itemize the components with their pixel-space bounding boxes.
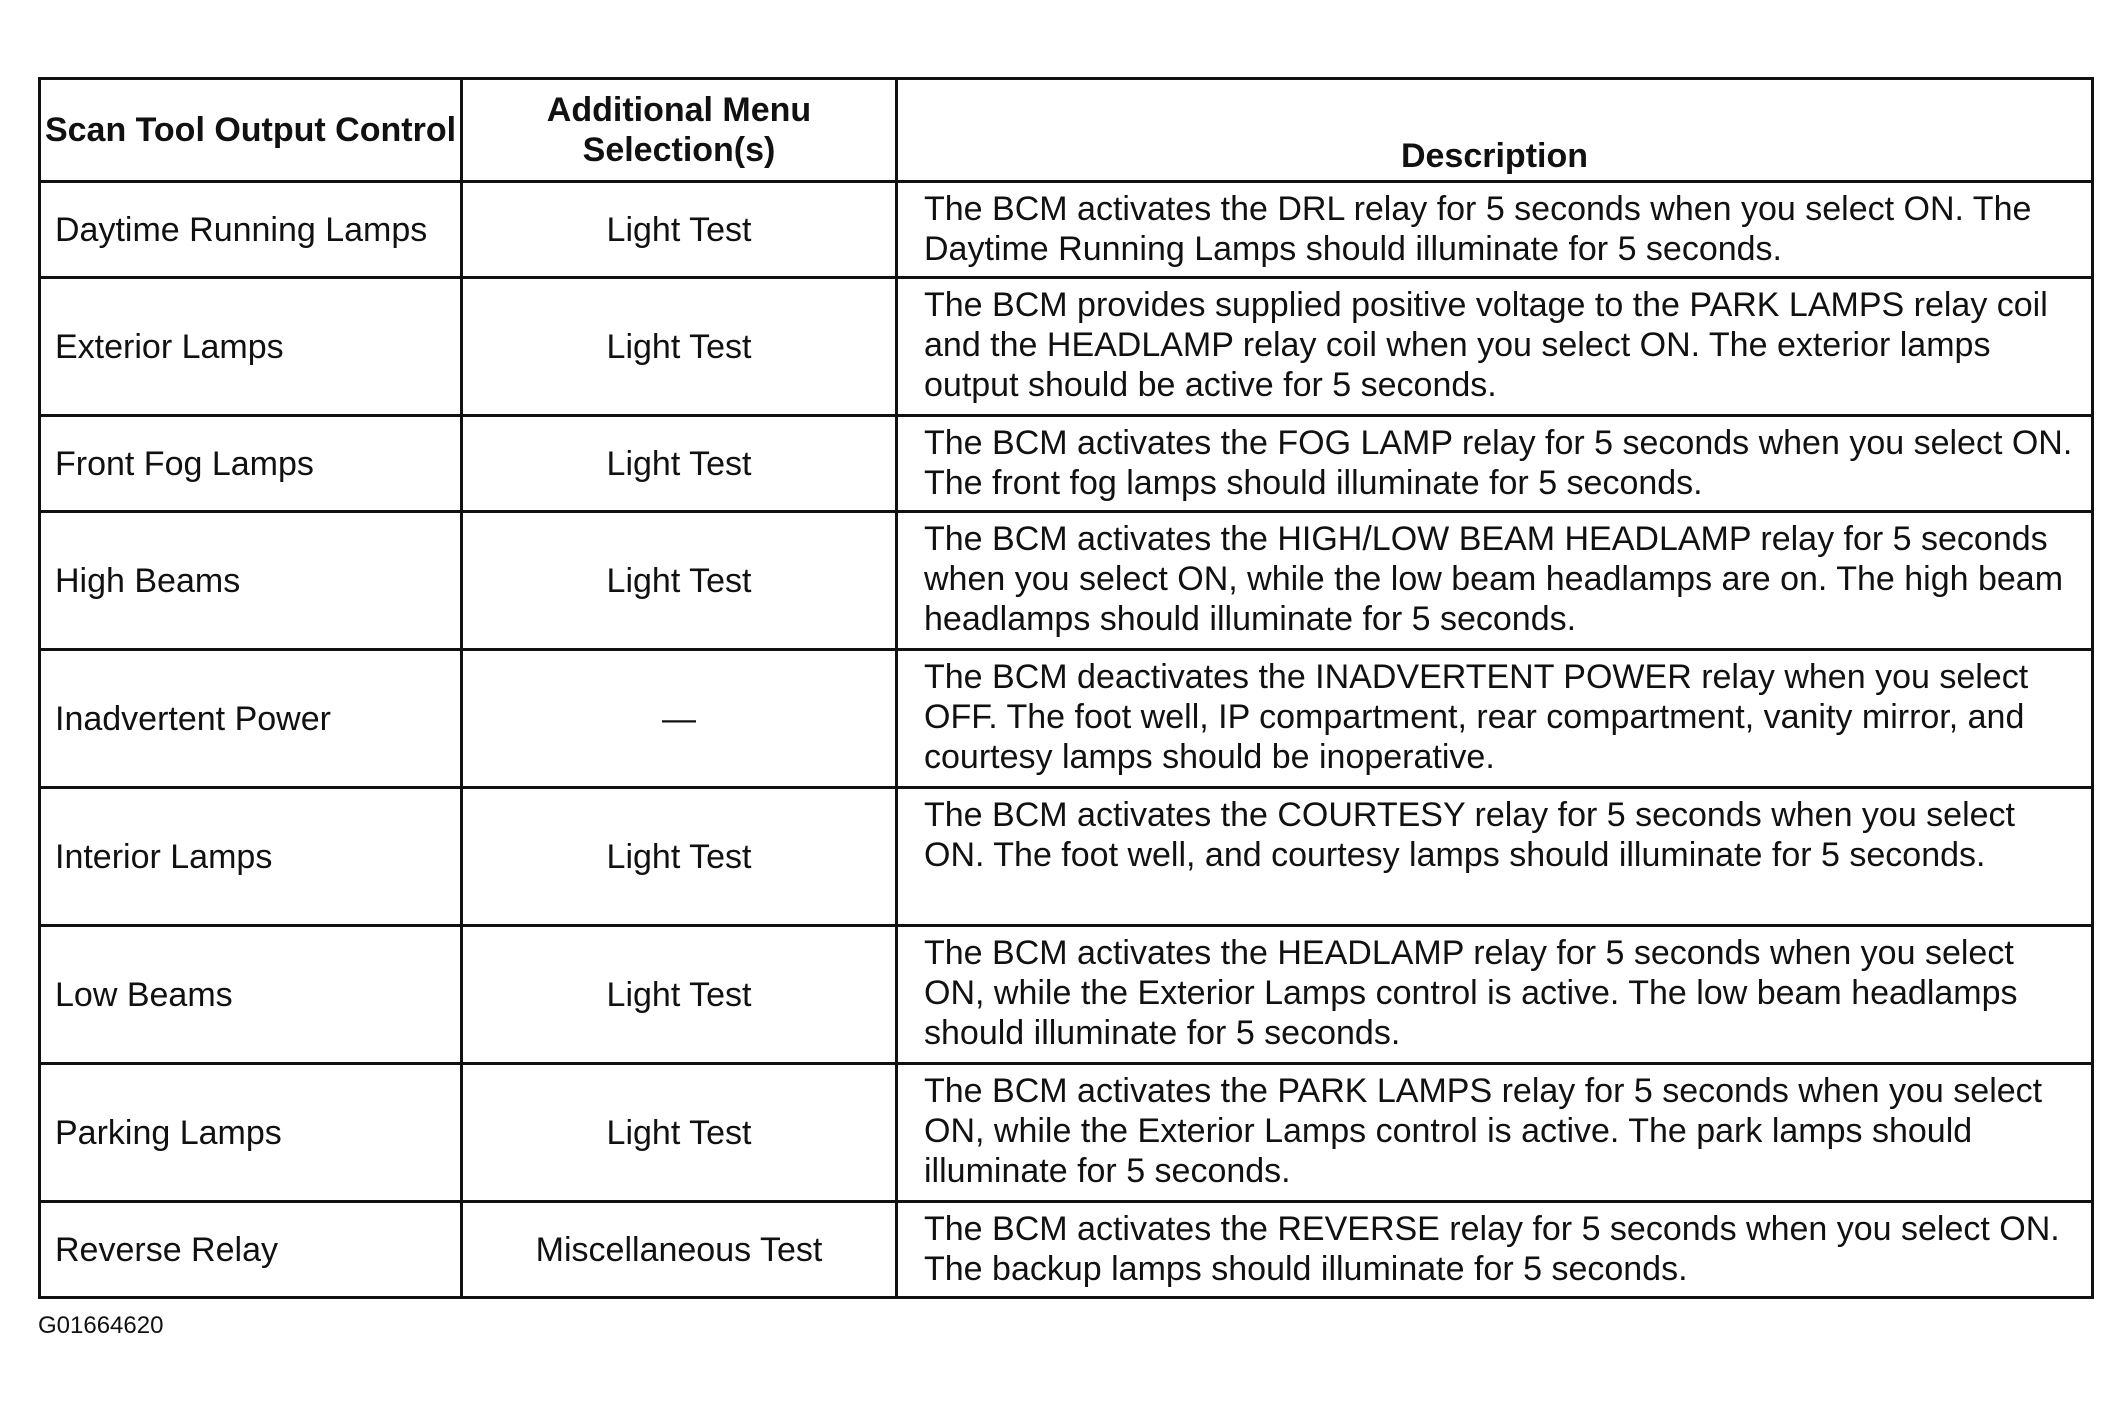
header-menu-selection: Additional Menu Selection(s) bbox=[462, 79, 897, 182]
table-row bbox=[40, 182, 2093, 278]
header-description: Description bbox=[897, 79, 2093, 182]
cell-menu: Light Test bbox=[462, 416, 897, 512]
cell-description: The BCM provides supplied positive voltage to the PARK LAMPS relay coil and the HEADLAMP relay coil when you select ON. The exterior lamps output should be active for 5 seconds. bbox=[897, 278, 2093, 416]
table-row bbox=[40, 650, 2093, 788]
figure-id: G01664620 bbox=[38, 1312, 164, 1339]
cell-control: Exterior Lamps bbox=[40, 278, 462, 416]
table-row bbox=[40, 1202, 2093, 1298]
table-row bbox=[40, 512, 2093, 650]
table-row bbox=[40, 278, 2093, 416]
header-output-control: Scan Tool Output Control bbox=[40, 79, 462, 182]
cell-menu: Miscellaneous Test bbox=[462, 1202, 897, 1298]
cell-control: Inadvertent Power bbox=[40, 650, 462, 788]
cell-control: High Beams bbox=[40, 512, 462, 650]
cell-control: Low Beams bbox=[40, 926, 462, 1064]
cell-menu: Light Test bbox=[462, 788, 897, 926]
cell-description: The BCM deactivates the INADVERTENT POWER relay when you select OFF. The foot well, IP compartment, rear compartment, vanity mirror, and courtesy lamps should be inoperative. bbox=[897, 650, 2093, 788]
output-control-table-container bbox=[38, 77, 2091, 1299]
cell-description: The BCM activates the DRL relay for 5 seconds when you select ON. The Daytime Running Lamps should illuminate for 5 seconds. bbox=[897, 182, 2093, 278]
cell-description: The BCM activates the FOG LAMP relay for 5 seconds when you select ON. The front fog lamps should illuminate for 5 seconds. bbox=[897, 416, 2093, 512]
header-row bbox=[40, 79, 2093, 182]
table-row bbox=[40, 788, 2093, 926]
cell-control: Interior Lamps bbox=[40, 788, 462, 926]
output-control-table bbox=[38, 77, 2094, 1299]
table-row bbox=[40, 416, 2093, 512]
table-row bbox=[40, 926, 2093, 1064]
cell-description: The BCM activates the PARK LAMPS relay for 5 seconds when you select ON, while the Exterior Lamps control is active. The park lamps should illuminate for 5 seconds. bbox=[897, 1064, 2093, 1202]
cell-menu: Light Test bbox=[462, 278, 897, 416]
cell-control: Parking Lamps bbox=[40, 1064, 462, 1202]
cell-menu: — bbox=[462, 650, 897, 788]
cell-menu: Light Test bbox=[462, 182, 897, 278]
cell-description: The BCM activates the HEADLAMP relay for 5 seconds when you select ON, while the Exterior Lamps control is active. The low beam headlamps should illuminate for 5 seconds. bbox=[897, 926, 2093, 1064]
table-row bbox=[40, 1064, 2093, 1202]
cell-menu: Light Test bbox=[462, 512, 897, 650]
cell-description: The BCM activates the HIGH/LOW BEAM HEADLAMP relay for 5 seconds when you select ON, while the low beam headlamps are on. The high beam headlamps should illuminate for 5 seconds. bbox=[897, 512, 2093, 650]
cell-menu: Light Test bbox=[462, 926, 897, 1064]
cell-description: The BCM activates the COURTESY relay for 5 seconds when you select ON. The foot well, and courtesy lamps should illuminate for 5 seconds. bbox=[897, 788, 2093, 926]
cell-control: Daytime Running Lamps bbox=[40, 182, 462, 278]
cell-menu: Light Test bbox=[462, 1064, 897, 1202]
cell-description: The BCM activates the REVERSE relay for 5 seconds when you select ON. The backup lamps should illuminate for 5 seconds. bbox=[897, 1202, 2093, 1298]
cell-control: Front Fog Lamps bbox=[40, 416, 462, 512]
cell-control: Reverse Relay bbox=[40, 1202, 462, 1298]
